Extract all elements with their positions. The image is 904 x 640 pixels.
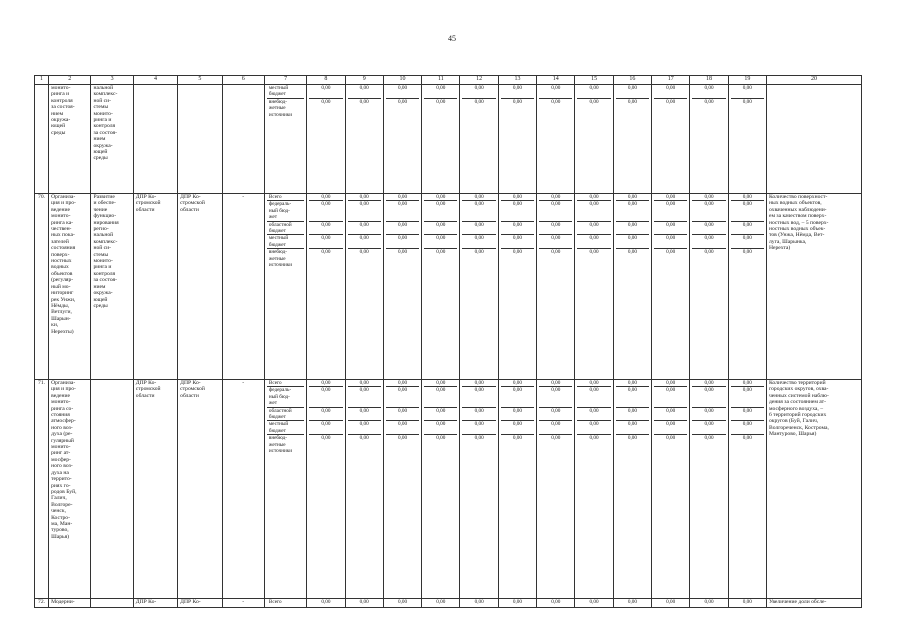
- expected-result: Количество территорий городских округов, охва- ченных системой наблю- дения за состоянием ат- мосферного воздуха, – 6 территорий городских округов (Буй, Галич, Волгореченск, Кострома, Мантурово, Шарья): [766, 380, 861, 599]
- amount: 0,00: [539, 85, 572, 98]
- value-cell: [422, 599, 460, 608]
- amount: 0,00: [462, 421, 495, 435]
- amount: 0,00: [501, 201, 534, 221]
- amount: 0,00: [616, 407, 649, 421]
- column-number: 9: [345, 76, 383, 85]
- program-name: [91, 380, 133, 599]
- amount: 0,00: [462, 380, 495, 387]
- amount: 0,00: [731, 201, 764, 221]
- value-cell: [422, 380, 460, 599]
- amount: 0,00: [704, 435, 714, 442]
- amount: 0,00: [321, 599, 331, 605]
- value-cell: [652, 85, 690, 194]
- amount: 0,00: [577, 387, 610, 407]
- amount: 0,00: [386, 387, 419, 407]
- value-cell: [575, 194, 613, 380]
- value-cell: [383, 599, 421, 608]
- value-cell: [383, 380, 421, 599]
- amount: 0,00: [348, 85, 381, 98]
- amount: 0,00: [397, 249, 408, 256]
- amount: 0,00: [539, 421, 572, 435]
- amount: 0,00: [539, 387, 572, 407]
- activity-name: Модерни-: [49, 599, 91, 608]
- value-cell: [537, 194, 575, 380]
- column-number: 16: [613, 76, 651, 85]
- amount: 0,00: [742, 435, 752, 442]
- value-cell: [690, 194, 728, 380]
- amount: 0,00: [309, 387, 342, 407]
- funding-source-label: федераль- ный бюд- жет: [267, 201, 304, 221]
- value-cell: [460, 85, 498, 194]
- table-row: [35, 380, 862, 599]
- value-cell: [613, 599, 651, 608]
- amount: 0,00: [397, 599, 408, 605]
- program-table: [34, 75, 862, 608]
- value-cell: [690, 599, 728, 608]
- amount: 0,00: [577, 194, 610, 201]
- term-cell: -: [222, 194, 264, 380]
- value-cell: [307, 194, 345, 380]
- value-cell: [498, 85, 536, 194]
- value-cell: [537, 599, 575, 608]
- amount: 0,00: [474, 599, 484, 605]
- amount: 0,00: [501, 194, 534, 201]
- amount: 0,00: [692, 221, 725, 235]
- amount: 0,00: [551, 98, 561, 105]
- value-cell: [690, 85, 728, 194]
- executor-cell: ДПР Ко- стромской области: [133, 194, 177, 380]
- amount: 0,00: [577, 201, 610, 221]
- amount: 0,00: [692, 421, 725, 435]
- amount: 0,00: [462, 85, 495, 98]
- amount: 0,00: [577, 221, 610, 235]
- funding-source-label: Всего: [268, 599, 282, 605]
- amount: 0,00: [577, 85, 610, 98]
- amount: 0,00: [692, 85, 725, 98]
- amount: 0,00: [462, 201, 495, 221]
- amount: 0,00: [474, 98, 484, 105]
- value-cell: [498, 380, 536, 599]
- executor-cell: ДПР Ко- стромской области: [133, 380, 177, 599]
- amount: 0,00: [462, 221, 495, 235]
- amount: 0,00: [359, 435, 369, 442]
- amount: 0,00: [654, 194, 687, 201]
- column-number: 1: [35, 76, 49, 85]
- value-cell: [537, 380, 575, 599]
- expected-result: [766, 85, 861, 194]
- amount: 0,00: [386, 421, 419, 435]
- page-number: 45: [448, 34, 456, 43]
- column-number: 19: [728, 76, 766, 85]
- amount: 0,00: [386, 407, 419, 421]
- amount: 0,00: [654, 85, 687, 98]
- amount: 0,00: [424, 85, 457, 98]
- co-executor-cell: ДПР Ко- стромской области: [178, 194, 222, 380]
- amount: 0,00: [551, 249, 561, 256]
- amount: 0,00: [731, 387, 764, 407]
- amount: 0,00: [424, 421, 457, 435]
- amount: 0,00: [627, 435, 637, 442]
- amount: 0,00: [539, 407, 572, 421]
- amount: 0,00: [616, 201, 649, 221]
- amount: 0,00: [462, 194, 495, 201]
- program-name: Развитие и обеспе- чение функцио- нирования регио- нальной комплекс- ной си- стемы монито- ринга и контроля за состоя- нием окружа- ющей среды: [91, 194, 133, 380]
- amount: 0,00: [704, 599, 714, 605]
- row-number: 72.: [35, 599, 49, 608]
- amount: 0,00: [321, 98, 331, 105]
- amount: 0,00: [348, 194, 381, 201]
- amount: 0,00: [309, 201, 342, 221]
- value-cell: [575, 380, 613, 599]
- co-executor-cell: ДПР Ко- стромской области: [178, 380, 222, 599]
- column-number: 3: [91, 76, 133, 85]
- value-cell: [345, 194, 383, 380]
- amount: 0,00: [436, 98, 446, 105]
- amount: 0,00: [577, 380, 610, 387]
- column-number: 12: [460, 76, 498, 85]
- amount: 0,00: [512, 599, 522, 605]
- activity-name: монито- ринга и контроля за состоя- нием окружа- ющей среды: [49, 85, 91, 194]
- amount: 0,00: [731, 85, 764, 98]
- amount: 0,00: [386, 85, 419, 98]
- amount: 0,00: [577, 421, 610, 435]
- amount: 0,00: [309, 85, 342, 98]
- expected-result: Увеличение доли обсле-: [766, 599, 861, 608]
- amount: 0,00: [501, 407, 534, 421]
- column-number: 10: [383, 76, 421, 85]
- term-cell: -: [222, 380, 264, 599]
- amount: 0,00: [589, 249, 599, 256]
- column-number: 14: [537, 76, 575, 85]
- amount: 0,00: [616, 85, 649, 98]
- amount: 0,00: [666, 599, 676, 605]
- amount: 0,00: [348, 221, 381, 235]
- amount: 0,00: [474, 249, 484, 256]
- amount: 0,00: [462, 235, 495, 249]
- amount: 0,00: [654, 201, 687, 221]
- amount: 0,00: [424, 407, 457, 421]
- amount: 0,00: [654, 380, 687, 387]
- row-number: 71.: [35, 380, 49, 599]
- amount: 0,00: [436, 249, 446, 256]
- amount: 0,00: [462, 387, 495, 407]
- activity-name: Организа- ция и про- ведение монито- ринга со- стояния атмосфер- ного воз- духа (ре- гулярный монито- ринг ат- мосфер- ного воз- духа на террито- риях го- родов Буй, Галич, Волгоре- ченск, Костро- ма, Ман- турово, Шарья): [49, 380, 91, 599]
- amount: 0,00: [309, 380, 342, 387]
- funding-source-label: федераль- ный бюд- жет: [267, 387, 304, 407]
- funding-sources-cell: [264, 85, 306, 194]
- row-number: [35, 85, 49, 194]
- value-cell: [345, 85, 383, 194]
- amount: 0,00: [654, 421, 687, 435]
- amount: 0,00: [359, 249, 369, 256]
- column-number: 17: [652, 76, 690, 85]
- funding-sources-cell: [264, 599, 306, 608]
- value-cell: [307, 85, 345, 194]
- amount: 0,00: [386, 235, 419, 249]
- value-cell: [422, 194, 460, 380]
- value-cell: [460, 194, 498, 380]
- amount: 0,00: [348, 387, 381, 407]
- value-cell: [345, 599, 383, 608]
- amount: 0,00: [474, 435, 484, 442]
- amount: 0,00: [501, 421, 534, 435]
- value-cell: [345, 380, 383, 599]
- amount: 0,00: [731, 221, 764, 235]
- amount: 0,00: [348, 235, 381, 249]
- column-number: 4: [133, 76, 177, 85]
- amount: 0,00: [397, 435, 408, 442]
- value-cell: [422, 85, 460, 194]
- value-cell: [652, 599, 690, 608]
- amount: 0,00: [742, 98, 752, 105]
- amount: 0,00: [512, 98, 522, 105]
- funding-sources-cell: [264, 194, 306, 380]
- amount: 0,00: [627, 249, 637, 256]
- amount: 0,00: [348, 201, 381, 221]
- funding-sources-cell: [264, 380, 306, 599]
- amount: 0,00: [359, 98, 369, 105]
- funding-source-label: внебюд- жетные источники: [268, 249, 293, 269]
- amount: 0,00: [348, 380, 381, 387]
- executor-cell: [133, 85, 177, 194]
- program-name: [91, 599, 133, 608]
- funding-source-label: местный бюджет: [267, 85, 304, 98]
- amount: 0,00: [462, 407, 495, 421]
- executor-cell: ДПР Ко-: [133, 599, 177, 608]
- value-cell: [307, 380, 345, 599]
- term-cell: -: [222, 599, 264, 608]
- amount: 0,00: [589, 435, 599, 442]
- amount: 0,00: [539, 380, 572, 387]
- amount: 0,00: [348, 407, 381, 421]
- amount: 0,00: [616, 221, 649, 235]
- value-cell: [498, 194, 536, 380]
- co-executor-cell: [178, 85, 222, 194]
- amount: 0,00: [616, 380, 649, 387]
- amount: 0,00: [731, 407, 764, 421]
- value-cell: [613, 380, 651, 599]
- funding-source-label: внебюд- жетные источники: [268, 435, 293, 455]
- amount: 0,00: [692, 387, 725, 407]
- column-number: 6: [222, 76, 264, 85]
- amount: 0,00: [501, 235, 534, 249]
- amount: 0,00: [424, 221, 457, 235]
- amount: 0,00: [692, 235, 725, 249]
- column-number: 5: [178, 76, 222, 85]
- amount: 0,00: [616, 387, 649, 407]
- amount: 0,00: [424, 201, 457, 221]
- value-cell: [613, 85, 651, 194]
- amount: 0,00: [654, 235, 687, 249]
- funding-source-label: Всего: [267, 380, 304, 387]
- column-number: 13: [498, 76, 536, 85]
- value-cell: [307, 599, 345, 608]
- amount: 0,00: [692, 407, 725, 421]
- value-cell: [575, 85, 613, 194]
- funding-source-label: Всего: [267, 194, 304, 201]
- amount: 0,00: [731, 421, 764, 435]
- value-cell: [728, 599, 766, 608]
- amount: 0,00: [309, 407, 342, 421]
- amount: 0,00: [386, 194, 419, 201]
- column-number: 7: [264, 76, 306, 85]
- funding-source-label: областной бюджет: [267, 221, 304, 235]
- amount: 0,00: [397, 98, 408, 105]
- amount: 0,00: [501, 387, 534, 407]
- amount: 0,00: [742, 249, 752, 256]
- amount: 0,00: [704, 98, 714, 105]
- co-executor-cell: ДПР Ко-: [178, 599, 222, 608]
- funding-source-label: местный бюджет: [267, 421, 304, 435]
- amount: 0,00: [424, 235, 457, 249]
- amount: 0,00: [577, 407, 610, 421]
- column-number: 2: [49, 76, 91, 85]
- amount: 0,00: [424, 194, 457, 201]
- amount: 0,00: [501, 221, 534, 235]
- amount: 0,00: [666, 98, 676, 105]
- amount: 0,00: [436, 599, 446, 605]
- amount: 0,00: [654, 387, 687, 407]
- value-cell: [728, 380, 766, 599]
- value-cell: [690, 380, 728, 599]
- amount: 0,00: [512, 249, 522, 256]
- table-header-row: [35, 76, 862, 85]
- value-cell: [460, 380, 498, 599]
- value-cell: [575, 599, 613, 608]
- amount: 0,00: [731, 194, 764, 201]
- program-name: нальной комплекс- ной си- стемы монито- ринга и контроля за состоя- нием окружа- ющей среды: [91, 85, 133, 194]
- amount: 0,00: [616, 421, 649, 435]
- amount: 0,00: [539, 194, 572, 201]
- column-number: 20: [766, 76, 861, 85]
- row-number: 70.: [35, 194, 49, 380]
- table-row: [35, 599, 862, 608]
- value-cell: [613, 194, 651, 380]
- column-number: 8: [307, 76, 345, 85]
- amount: 0,00: [627, 599, 637, 605]
- value-cell: [652, 380, 690, 599]
- amount: 0,00: [309, 235, 342, 249]
- amount: 0,00: [359, 599, 369, 605]
- column-number: 18: [690, 76, 728, 85]
- amount: 0,00: [436, 435, 446, 442]
- value-cell: [383, 194, 421, 380]
- column-number: 11: [422, 76, 460, 85]
- amount: 0,00: [386, 201, 419, 221]
- amount: 0,00: [501, 85, 534, 98]
- amount: 0,00: [551, 435, 561, 442]
- amount: 0,00: [731, 235, 764, 249]
- amount: 0,00: [731, 380, 764, 387]
- amount: 0,00: [321, 249, 331, 256]
- amount: 0,00: [666, 435, 676, 442]
- expected-result: Количество поверхност- ных водных объектов, охваченных наблюдени- ем за качеством поверх- ностных вод, – 5 поверх- ностных водных объек- тов (Унжа, Нёмда, Вет- луга, Шарынка, Нерехта): [766, 194, 861, 380]
- amount: 0,00: [539, 235, 572, 249]
- amount: 0,00: [539, 221, 572, 235]
- activity-name: Организа- ция и про- ведение монито- ринга ка- чествен- ных пока- зателей состояния поверх- ностных водных объектов (регуляр- ный мо- ниторинг рек Унжи, Нёмды, Ветлуги, Шарын- ки, Нерехты): [49, 194, 91, 380]
- amount: 0,00: [424, 380, 457, 387]
- value-cell: [383, 85, 421, 194]
- column-number: 15: [575, 76, 613, 85]
- amount: 0,00: [309, 221, 342, 235]
- value-cell: [498, 599, 536, 608]
- amount: 0,00: [692, 194, 725, 201]
- value-cell: [652, 194, 690, 380]
- amount: 0,00: [616, 194, 649, 201]
- term-cell: [222, 85, 264, 194]
- amount: 0,00: [577, 235, 610, 249]
- funding-source-label: местный бюджет: [267, 235, 304, 249]
- amount: 0,00: [654, 221, 687, 235]
- amount: 0,00: [589, 98, 599, 105]
- table-row: [35, 194, 862, 380]
- amount: 0,00: [348, 421, 381, 435]
- amount: 0,00: [616, 235, 649, 249]
- amount: 0,00: [692, 201, 725, 221]
- amount: 0,00: [704, 249, 714, 256]
- amount: 0,00: [692, 380, 725, 387]
- funding-source-label: внебюд- жетные источники: [268, 98, 293, 118]
- amount: 0,00: [424, 387, 457, 407]
- amount: 0,00: [309, 421, 342, 435]
- table-row: [35, 85, 862, 194]
- funding-source-label: областной бюджет: [267, 407, 304, 421]
- amount: 0,00: [627, 98, 637, 105]
- amount: 0,00: [309, 194, 342, 201]
- amount: 0,00: [742, 599, 752, 605]
- amount: 0,00: [386, 380, 419, 387]
- amount: 0,00: [666, 249, 676, 256]
- value-cell: [728, 194, 766, 380]
- amount: 0,00: [589, 599, 599, 605]
- amount: 0,00: [501, 380, 534, 387]
- amount: 0,00: [512, 435, 522, 442]
- value-cell: [537, 85, 575, 194]
- amount: 0,00: [654, 407, 687, 421]
- amount: 0,00: [321, 435, 331, 442]
- amount: 0,00: [386, 221, 419, 235]
- amount: 0,00: [551, 599, 561, 605]
- value-cell: [728, 85, 766, 194]
- value-cell: [460, 599, 498, 608]
- amount: 0,00: [539, 201, 572, 221]
